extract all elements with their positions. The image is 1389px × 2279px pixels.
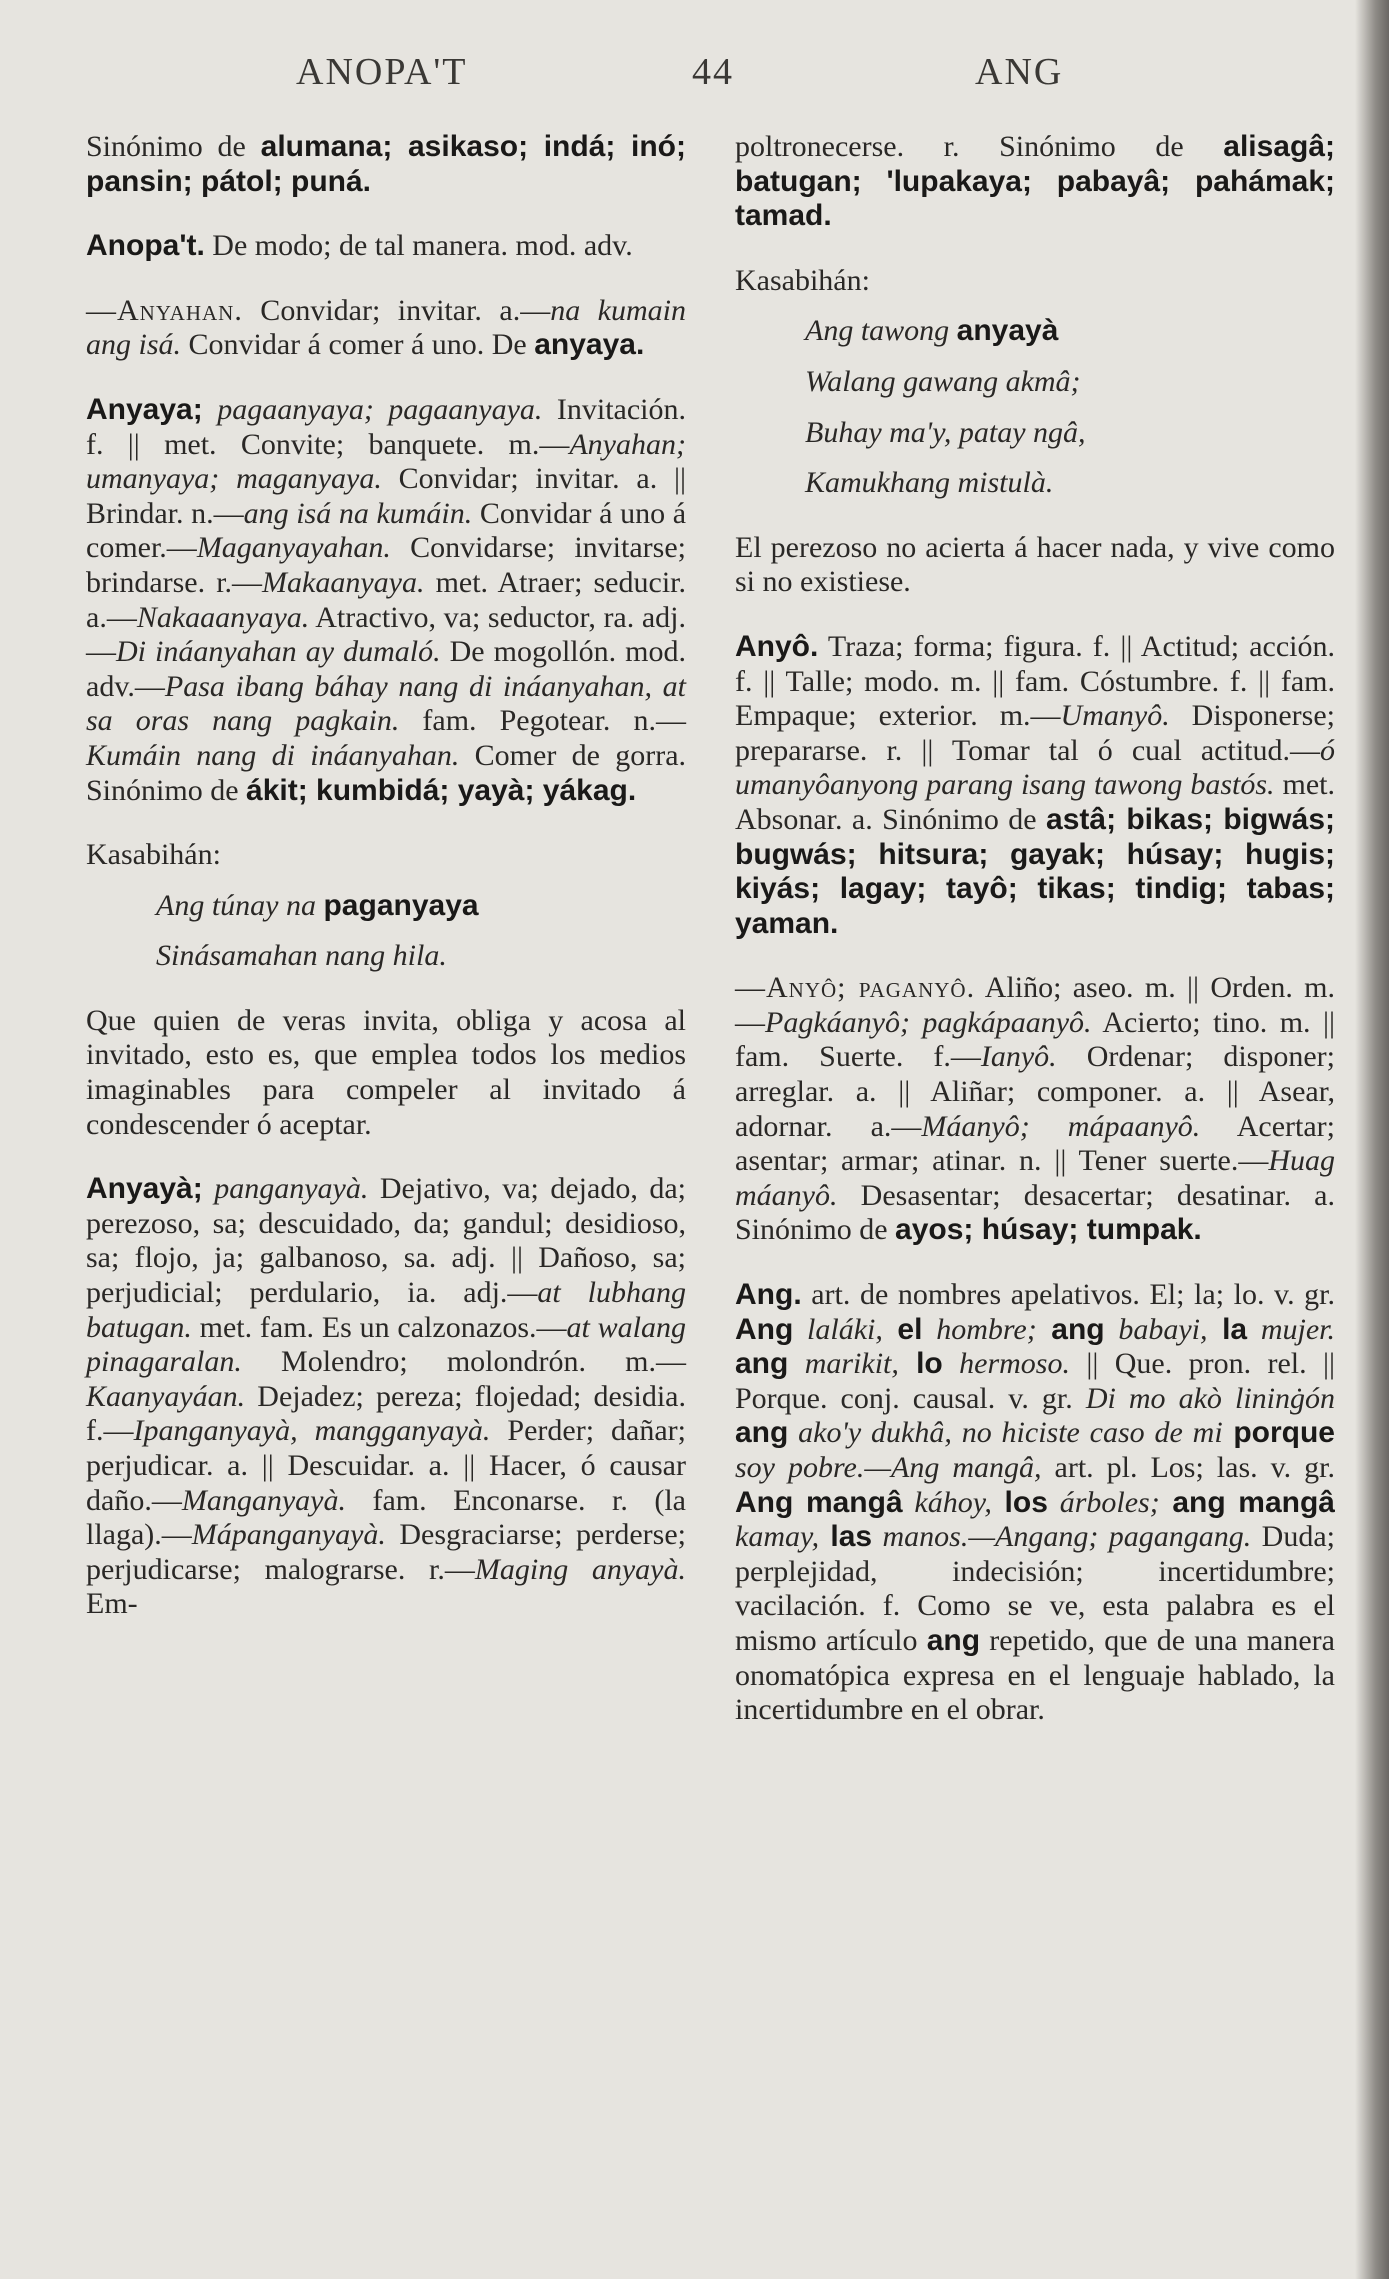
right-column — [735, 130, 1335, 1728]
kasabihan-label-left: Kasabihán: — [86, 838, 221, 872]
proverb-gloss-right: El perezoso no acierta á hacer nada, y vive como si no existiese. — [735, 530, 1335, 599]
page-edge-shadow — [1355, 0, 1389, 2279]
proverb-line-2-left: Sinásamahan nang hila. — [156, 939, 447, 973]
header-right-guideword: ANG — [975, 51, 1064, 93]
running-header — [0, 50, 1389, 110]
proverb-line-3-right: Buhay ma'y, patay ngâ, — [805, 415, 1086, 449]
headword-anopat: Anopa't. — [86, 229, 205, 263]
proverb-line-1-left: Ang túnay na paganyaya — [156, 888, 479, 922]
headword-anyaya: Anyaya; — [86, 392, 203, 426]
entry-anyo: Anyô. Traza; forma; figura. f. || Actitud; acción. f. || Talle; modo. m. || fam. Cóstumbre. f. || fam. Empaque; exterior. m.—Umanyô. Disponerse; prepararse. r. || Tomar tal ó cual actitud.—ó umanyôanyong parang isang tawong bastós. met. Absonar. a. Sinónimo de astâ; bikas; bigwás; bugwás; hitsura; gayak; húsay; hugis; kiyás; lagay; tayô; tikas; tindig; tabas; yaman. — [735, 629, 1335, 940]
entry-anyahan: —Anyahan. Convidar; invitar. a.—na kumain ang isá. Convidar á comer á uno. De anyaya. — [86, 293, 686, 362]
headword-ang: Ang. — [735, 1278, 802, 1312]
entry-anopat: Anopa't. De modo; de tal manera. mod. adv. — [86, 229, 633, 263]
proverb-line-4-right: Kamukhang mistulà. — [805, 466, 1054, 500]
entry-continuation-right: poltronecerse. r. Sinónimo de alisagâ; batugan; 'lupakaya; pabayâ; pahámak; tamad. — [735, 130, 1335, 233]
headword-anyo: Anyô. — [735, 629, 819, 663]
header-left-guideword: ANOPA'T — [296, 51, 468, 93]
kasabihan-label-right: Kasabihán: — [735, 263, 870, 297]
entry-ang: Ang. art. de nombres apelativos. El; la; lo. v. gr. Ang laláki, el hombre; ang babayi, la mujer. ang marikit, lo hermoso. || Que. pron. rel. || Porque. conj. causal. v. gr. Di mo akò lininġón ang ako'y dukhâ, no hiciste caso de mi porque soy pobre.—Ang mangâ, art. pl. Los; las. v. gr. Ang mangâ káhoy, los árboles; ang mangâ kamay, las manos.—Angang; pagangang. Duda; perplejidad, indecisión; incertidumbre; vacilación. f. Como se ve, esta palabra es el mismo artículo ang repetido, que de una manera onomatópica expresa en el lenguaje hablado, la incertidumbre en el obrar. — [735, 1278, 1336, 1727]
entry-anyaya: Anyaya; pagaanyaya; pagaanyaya. Invitación. f. || met. Convite; banquete. m.—Anyahan; umanyaya; maganyaya. Convidar; invitar. a. || Brindar. n.—ang isá na kumáin. Convidar á uno á comer.—Maganyayahan. Convidarse; invitarse; brindarse. r.—Makaanyaya. met. Atraer; seducir. a.—Nakaaanyaya. Atractivo, va; seductor, ra. adj.—Di ináanyahan ay dumaló. De mogollón. mod. adv.—Pasa ibang báhay nang di ináanyahan, at sa oras nang pagkain. fam. Pegotear. n.—Kumáin nang di ináanyahan. Comer de gorra. Sinónimo de ákit; kumbidá; yayà; yákag. — [86, 392, 687, 807]
left-column — [86, 130, 686, 1622]
proverb-line-1-right: Ang tawong anyayà — [805, 314, 1059, 348]
headword-anyo-paganyo: —Anyô; paganyô. — [735, 971, 976, 1005]
proverb-gloss-left: Que quien de veras invita, obliga y acosa al invitado, esto es, que emplea todos los medios imaginables para compeler al invitado á condescender ó aceptar. — [86, 1003, 686, 1141]
proverb-line-2-right: Walang gawang akmâ; — [805, 364, 1081, 398]
entry-anyo-paganyo: —Anyô; paganyô. Aliño; aseo. m. || Orden. m.—Pagkáanyô; pagkápaanyô. Acierto; tino. m. || fam. Suerte. f.—Ianyô. Ordenar; disponer; arreglar. a. || Aliñar; componer. a. || Asear, adornar. a.—Máanyô; mápaanyô. Acertar; asentar; armar; atinar. n. || Tener suerte.—Huag máanyô. Desasentar; desacertar; desatinar. a. Sinónimo de ayos; húsay; tumpak. — [735, 971, 1335, 1247]
headword-anyaya-adjective: Anyayà; — [86, 1172, 203, 1206]
header-page-number: 44 — [692, 51, 734, 93]
entry-anyaya-adjective: Anyayà; panganyayà. Dejativo, va; dejado, da; perezoso, sa; descuidado, da; gandul; desidioso, sa; flojo, ja; galbanoso, sa. adj. || Dañoso, sa; perjudicial; perdulario, ia. adj.—at lubhang batugan. met. fam. Es un calzonazos.—at walang pinagaralan. Molendro; molondrón. m.—Kaanyayáan. Dejadez; pereza; flojedad; desidia. f.—Ipanganyayà, mangganyayà. Perder; dañar; perjudicar. a. || Descuidar. a. || Hacer, ó causar daño.—Manganyayà. fam. Enconarse. r. (la llaga).—Mápanganyayà. Desgraciarse; perderse; perjudicarse; malograrse. r.—Maging anyayà. Em- — [86, 1172, 686, 1621]
headword-anyahan: —Anyahan. — [86, 293, 243, 327]
entry-continuation-synonyms: Sinónimo de alumana; asikaso; indá; inó; pansin; pátol; puná. — [86, 130, 686, 198]
